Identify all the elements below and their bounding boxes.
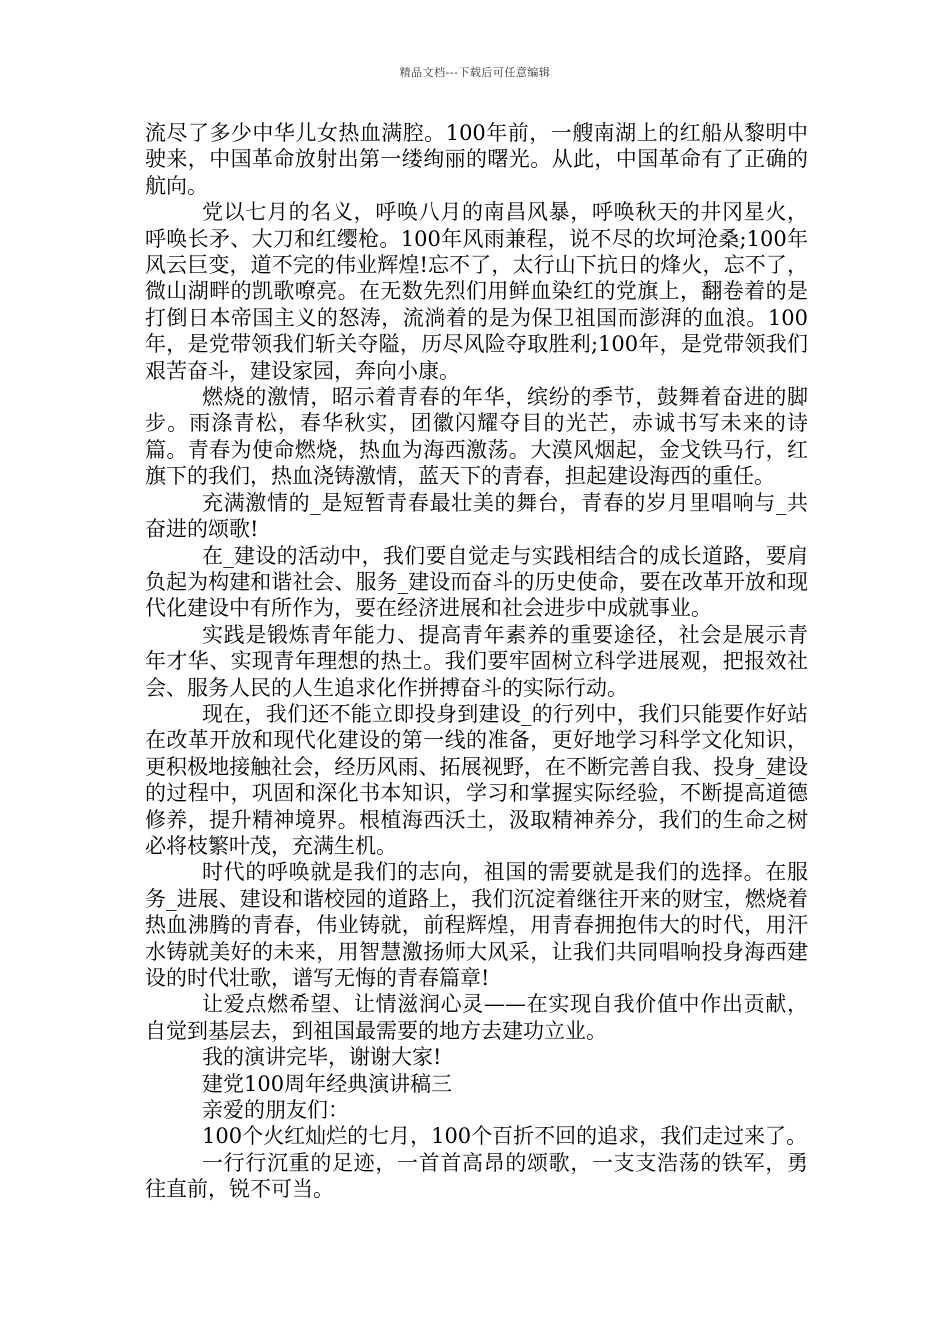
paragraph-10: 100个火红灿烂的七月，100个百折不回的追求，我们走过来了。: [202, 1124, 808, 1149]
document-body: [145, 120, 808, 1203]
paragraph-7: 现在，我们还不能立即投身到建设_的行列中，我们只能要作好站在改革开放和现代化建设的第一线的准备，更好地学习科学文化知识，更积极地接触社会，经历风雨、拓展视野，在不断完善自我、投身_建设的过程中，巩固和深化书本知识，学习和掌握实际经验，不断提高道德修养，提升精神境界。根植海西沃土，汲取精神养分，我们的生命之树必将枝繁叶茂，充满生机。: [145, 701, 808, 858]
paragraph-2: 党以七月的名义，呼唤八月的南昌风暴，呼唤秋天的井冈星火，呼唤长矛、大刀和红缨枪。100年风雨兼程，说不尽的坎坷沧桑;100年风云巨变，道不完的伟业辉煌!忘不了，太行山下抗日的烽火，忘不了，微山湖畔的凯歌嘹亮。在无数先烈们用鲜血染红的党旗上，翻卷着的是打倒日本帝国主义的怒涛，流淌着的是为保卫祖国而澎湃的血浪。100年，是党带领我们斩关夺隘，历尽风险夺取胜利;100年，是党带领我们艰苦奋斗，建设家园，奔向小康。: [145, 200, 808, 383]
salutation: 亲爱的朋友们：: [202, 1098, 349, 1123]
paragraph-11: 一行行沉重的足迹，一首首高昂的颂歌，一支支浩荡的铁军，勇往直前，锐不可当。: [145, 1150, 808, 1202]
paragraph-8: 时代的呼唤就是我们的志向，祖国的需要就是我们的选择。在服务_进展、建设和谐校园的道路上，我们沉淀着继往开来的财宝，燃烧着热血沸腾的青春，伟业铸就，前程辉煌，用青春拥抱伟大的时代，用汗水铸就美好的未来，用智慧激扬师大风采，让我们共同唱响投身海西建设的时代壮歌，谱写无悔的青春篇章!: [145, 860, 808, 990]
page-header: 精品文档---下载后可任意编辑: [399, 66, 551, 79]
section-title: 建党100周年经典演讲稿三: [202, 1071, 453, 1096]
paragraph-3: 燃烧的激情，昭示着青春的年华，缤纷的季节，鼓舞着奋进的脚步。雨涤青松，春华秋实，团徽闪耀夺目的光芒，赤诚书写未来的诗篇。青春为使命燃烧，热血为海西激荡。大漠风烟起，金戈铁马行，红旗下的我们，热血浇铸激情，蓝天下的青春，担起建设海西的重任。: [145, 385, 808, 489]
paragraph-4: 充满激情的_是短暂青春最壮美的舞台，青春的岁月里唱响与_共奋进的颂歌!: [145, 490, 808, 542]
paragraph-9: 让爱点燃希望、让情滋润心灵——在实现自我价值中作出贡献，自觉到基层去，到祖国最需要的地方去建功立业。: [145, 992, 808, 1043]
paragraph-5: 在_建设的活动中，我们要自觉走与实践相结合的成长道路，要肩负起为构建和谐社会、服务_建设而奋斗的历史使命，要在改革开放和现代化建设中有所作为，要在经济进展和社会进步中成就事业。: [145, 543, 808, 621]
paragraph-6: 实践是锻炼青年能力、提高青年素养的重要途径，社会是展示青年才华、实现青年理想的热土。我们要牢固树立科学进展观，把报效社会、服务人民的人生追求化作拼搏奋斗的实际行动。: [145, 622, 808, 700]
closing-line: 我的演讲完毕，谢谢大家!: [202, 1045, 442, 1070]
paragraph-1: 流尽了多少中华儿女热血满腔。100年前，一艘南湖上的红船从黎明中驶来，中国革命放射出第一缕绚丽的曙光。从此，中国革命有了正确的航向。: [145, 121, 808, 198]
